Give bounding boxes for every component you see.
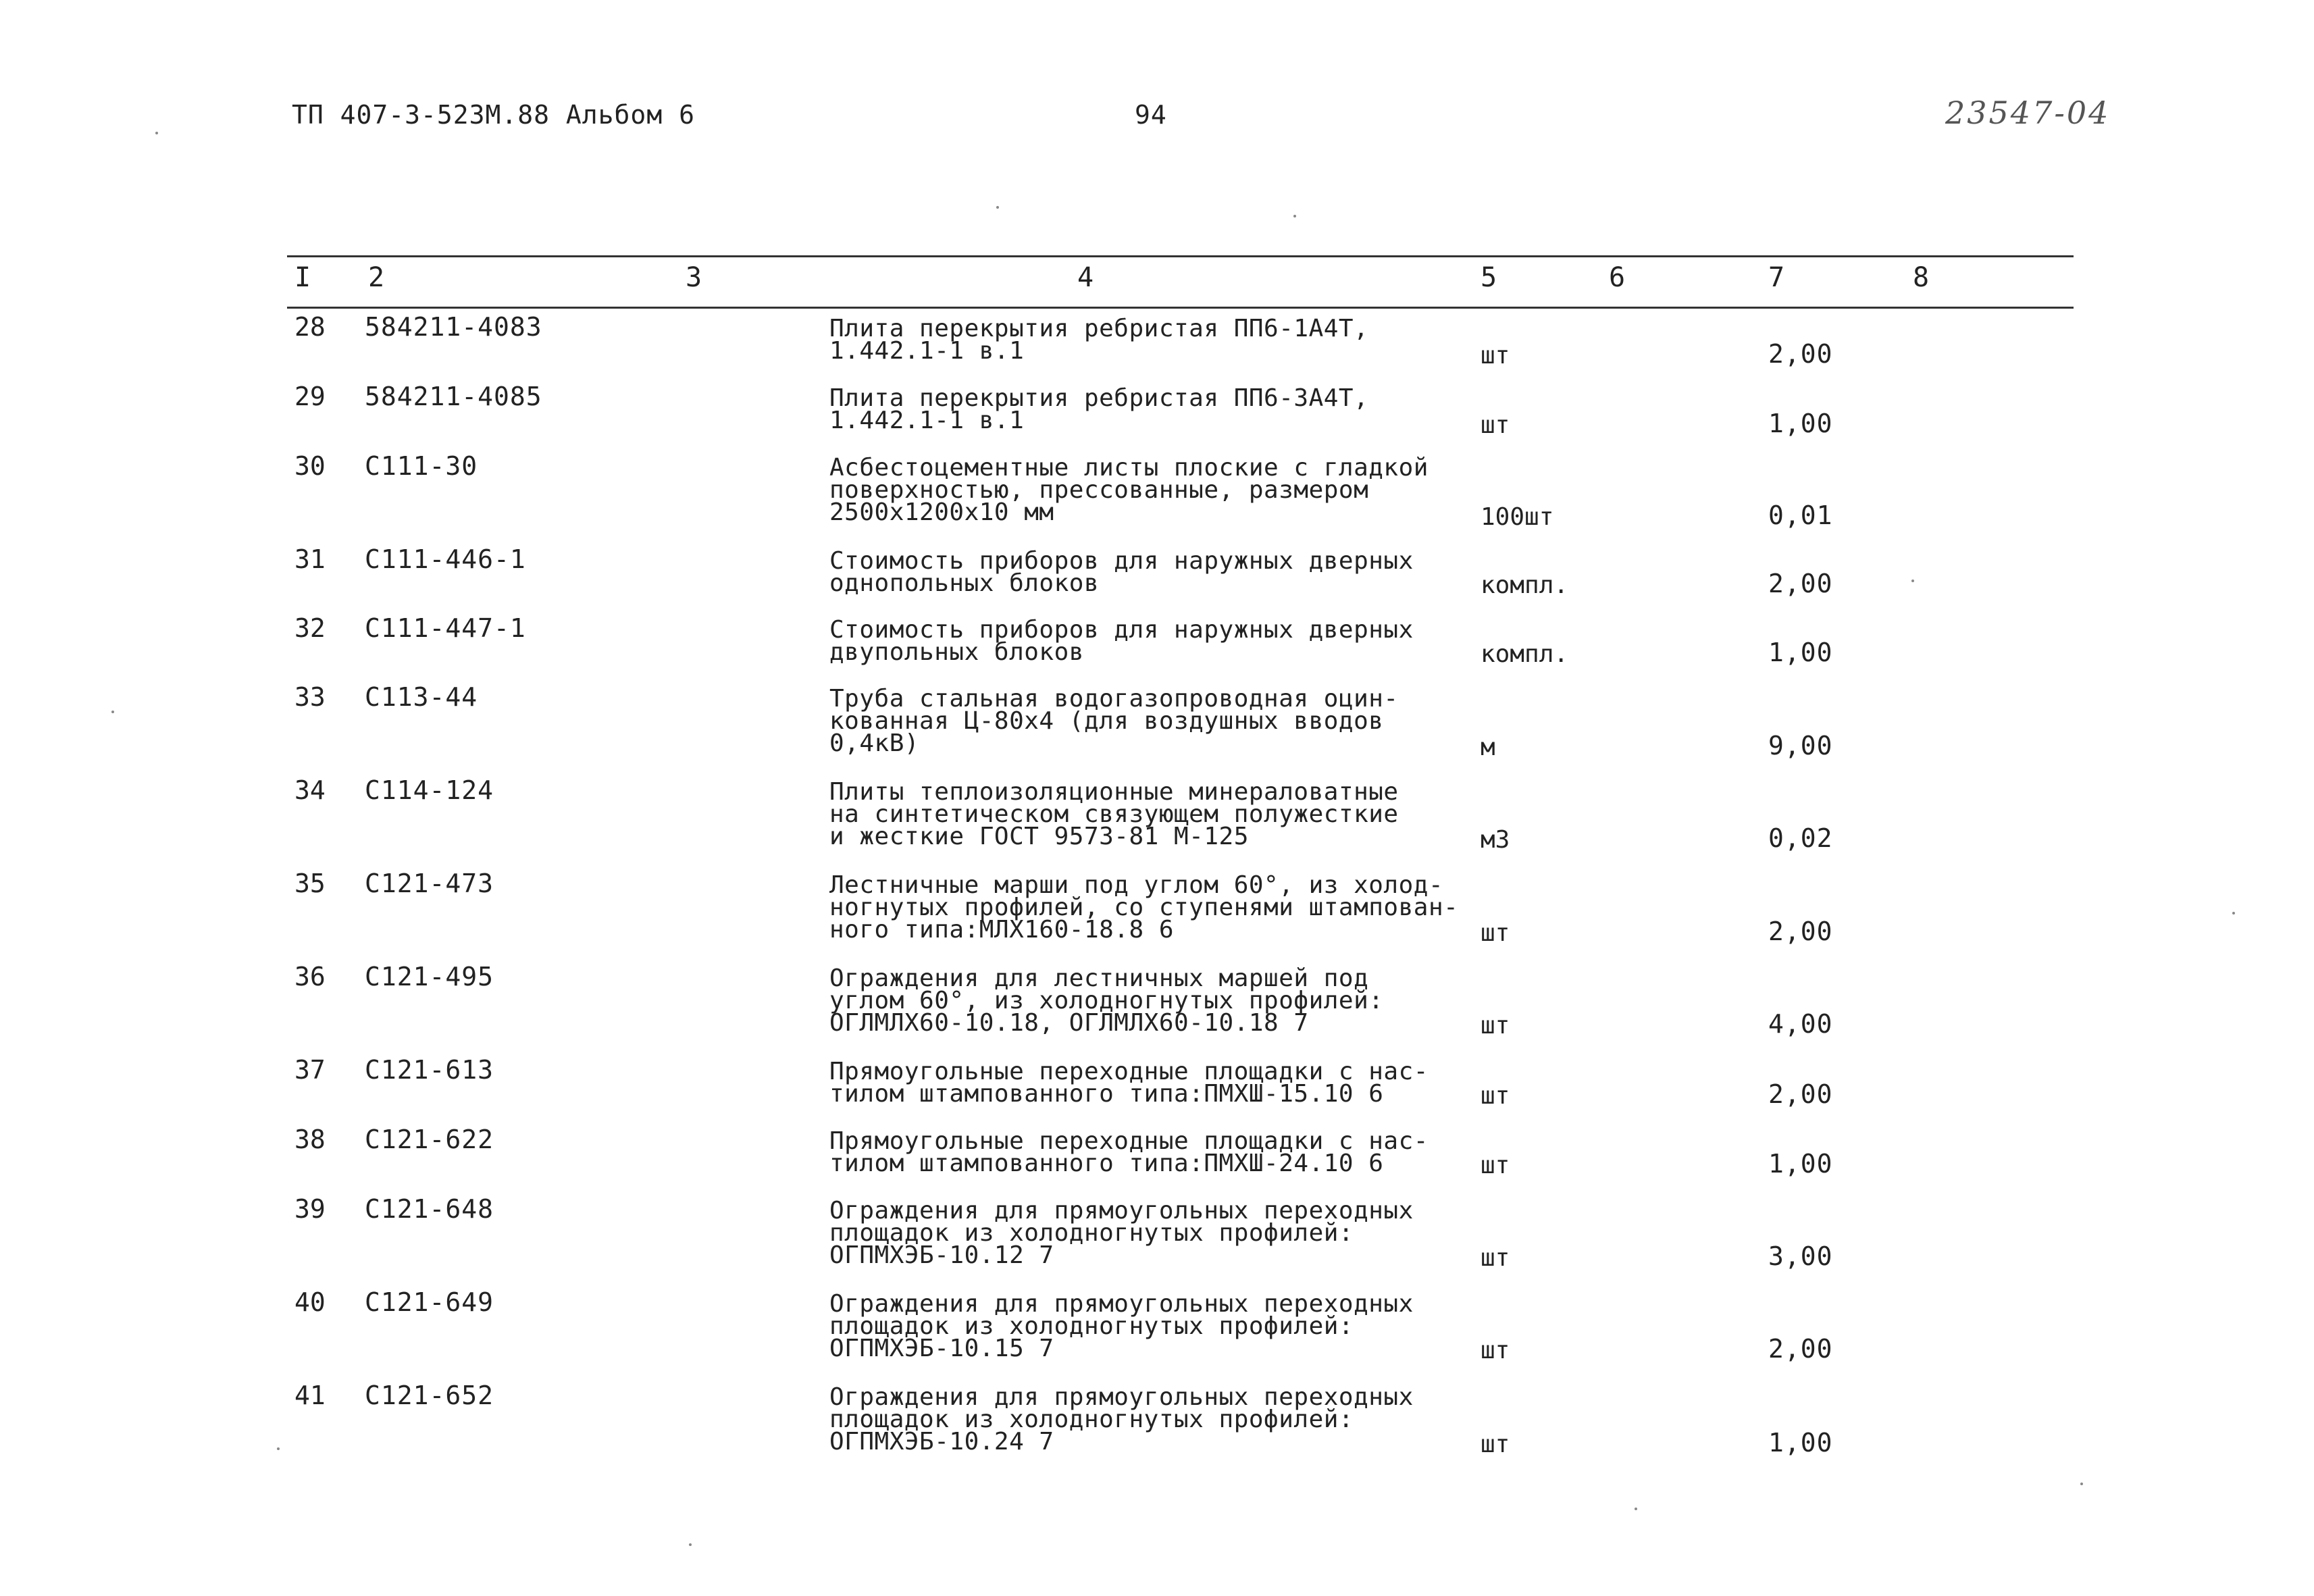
- row-number: 37: [294, 1055, 326, 1085]
- row-quantity: 0,01: [1768, 500, 1833, 530]
- row-description: [829, 616, 1414, 666]
- row-quantity: 4,00: [1768, 1009, 1833, 1039]
- description-line: кованная Ц-80х4 (для воздушных вводов: [829, 707, 1384, 735]
- description-line: Прямоугольные переходные площадки с нас-: [829, 1058, 1429, 1085]
- row-code: С121-622: [365, 1125, 494, 1154]
- row-code: 584211-4083: [365, 312, 542, 342]
- row-code: С113-44: [365, 682, 478, 712]
- row-description: [829, 454, 1429, 526]
- row-unit: м3: [1481, 826, 1510, 854]
- row-number: 41: [294, 1381, 326, 1410]
- row-unit: компл.: [1481, 571, 1569, 599]
- column-header-4: 4: [1077, 262, 1094, 293]
- row-description: [829, 778, 1399, 850]
- row-number: 34: [294, 775, 326, 805]
- description-line: Плита перекрытия ребристая ПП6-3А4Т,: [829, 384, 1369, 412]
- table-header-rule: [287, 307, 2074, 309]
- description-line: Плиты теплоизоляционные минераловатные: [829, 778, 1399, 806]
- row-unit: 100шт: [1481, 503, 1554, 531]
- description-line: тилом штампованного типа:ПМХШ-15.10 6: [829, 1080, 1384, 1108]
- description-line: ногнутых профилей, со ступенями штампован-: [829, 894, 1459, 921]
- row-code: С121-652: [365, 1381, 494, 1410]
- row-quantity: 1,00: [1768, 1149, 1833, 1179]
- description-line: на синтетическом связующем полужесткие: [829, 800, 1399, 828]
- row-unit: шт: [1481, 342, 1510, 369]
- description-line: Ограждения для прямоугольных переходных: [829, 1290, 1414, 1318]
- description-line: 0,4кВ): [829, 729, 920, 757]
- row-quantity: 9,00: [1768, 731, 1833, 761]
- row-number: 35: [294, 869, 326, 898]
- row-quantity: 1,00: [1768, 1428, 1833, 1458]
- table-top-rule: [287, 255, 2074, 257]
- description-line: углом 60°, из холодногнутых профилей:: [829, 987, 1384, 1014]
- row-quantity: 2,00: [1768, 339, 1833, 369]
- row-unit: шт: [1481, 1152, 1510, 1179]
- row-unit: шт: [1481, 1337, 1510, 1364]
- row-description: [829, 1058, 1429, 1108]
- row-description: [829, 685, 1399, 757]
- row-number: 40: [294, 1287, 326, 1317]
- description-line: Прямоугольные переходные площадки с нас-: [829, 1127, 1429, 1155]
- row-number: 31: [294, 544, 326, 574]
- row-number: 29: [294, 382, 326, 411]
- column-header-5: 5: [1481, 262, 1497, 293]
- description-line: Плита перекрытия ребристая ПП6-1А4Т,: [829, 315, 1369, 342]
- row-code: С121-473: [365, 869, 494, 898]
- row-unit: шт: [1481, 1012, 1510, 1039]
- description-line: 2500х1200х10 мм: [829, 498, 1054, 526]
- description-line: ного типа:МЛХ160-18.8 6: [829, 916, 1174, 944]
- row-unit: компл.: [1481, 640, 1569, 668]
- column-header-2: 2: [368, 262, 385, 293]
- row-number: 38: [294, 1125, 326, 1154]
- row-quantity: 0,02: [1768, 823, 1833, 853]
- row-unit: шт: [1481, 411, 1510, 439]
- row-quantity: 1,00: [1768, 638, 1833, 667]
- row-number: 28: [294, 312, 326, 342]
- scan-speck: [1911, 580, 1914, 582]
- description-line: 1.442.1-1 в.1: [829, 407, 1025, 434]
- scan-speck: [277, 1447, 280, 1450]
- description-line: площадок из холодногнутых профилей:: [829, 1219, 1354, 1247]
- description-line: ОГПМХЭБ-10.15 7: [829, 1335, 1054, 1362]
- row-quantity: 1,00: [1768, 409, 1833, 438]
- row-number: 36: [294, 962, 326, 992]
- row-unit: шт: [1481, 1244, 1510, 1272]
- description-line: Ограждения для прямоугольных переходных: [829, 1383, 1414, 1411]
- row-description: [829, 1290, 1414, 1362]
- row-unit: шт: [1481, 1431, 1510, 1458]
- row-number: 30: [294, 451, 326, 481]
- scan-speck: [996, 206, 999, 209]
- document-code: ТП 407-3-523М.88 Альбом 6: [292, 100, 695, 130]
- row-number: 33: [294, 682, 326, 712]
- description-line: однопольных блоков: [829, 569, 1100, 597]
- column-header-1: I: [294, 262, 311, 293]
- scan-speck: [689, 1543, 692, 1546]
- scan-speck: [155, 132, 158, 134]
- row-description: [829, 1383, 1414, 1456]
- row-quantity: 3,00: [1768, 1241, 1833, 1271]
- description-line: Стоимость приборов для наружных дверных: [829, 547, 1414, 575]
- description-line: тилом штампованного типа:ПМХШ-24.10 6: [829, 1150, 1384, 1177]
- row-unit: м: [1481, 733, 1495, 761]
- description-line: 1.442.1-1 в.1: [829, 337, 1025, 365]
- description-line: площадок из холодногнутых профилей:: [829, 1406, 1354, 1433]
- description-line: Стоимость приборов для наружных дверных: [829, 616, 1414, 644]
- description-line: Ограждения для прямоугольных переходных: [829, 1197, 1414, 1225]
- row-description: [829, 871, 1459, 944]
- row-description: [829, 1127, 1429, 1177]
- description-line: поверхностью, прессованные, размером: [829, 476, 1369, 504]
- row-code: С111-447-1: [365, 613, 526, 643]
- column-header-6: 6: [1609, 262, 1626, 293]
- row-code: С121-649: [365, 1287, 494, 1317]
- description-line: Асбестоцементные листы плоские с гладкой: [829, 454, 1429, 482]
- description-line: двупольных блоков: [829, 638, 1084, 666]
- description-line: Ограждения для лестничных маршей под: [829, 964, 1369, 992]
- description-line: и жесткие ГОСТ 9573-81 М-125: [829, 823, 1249, 850]
- row-number: 39: [294, 1194, 326, 1224]
- row-code: С111-30: [365, 451, 478, 481]
- row-code: С114-124: [365, 775, 494, 805]
- row-code: С121-613: [365, 1055, 494, 1085]
- scan-speck: [2232, 912, 2235, 915]
- scan-speck: [2080, 1483, 2083, 1485]
- row-code: С111-446-1: [365, 544, 526, 574]
- row-code: 584211-4085: [365, 382, 542, 411]
- row-quantity: 2,00: [1768, 1079, 1833, 1109]
- row-unit: шт: [1481, 919, 1510, 947]
- description-line: ОГПМХЭБ-10.24 7: [829, 1428, 1054, 1456]
- row-quantity: 2,00: [1768, 569, 1833, 598]
- row-quantity: 2,00: [1768, 917, 1833, 946]
- row-code: С121-648: [365, 1194, 494, 1224]
- column-header-7: 7: [1768, 262, 1785, 293]
- description-line: Лестничные марши под углом 60°, из холод-: [829, 871, 1444, 899]
- page-number: 94: [1135, 100, 1167, 130]
- description-line: Труба стальная водогазопроводная оцин-: [829, 685, 1399, 713]
- row-unit: шт: [1481, 1082, 1510, 1110]
- row-description: [829, 964, 1384, 1037]
- scan-speck: [1293, 215, 1296, 217]
- row-number: 32: [294, 613, 326, 643]
- column-header-3: 3: [686, 262, 702, 293]
- row-description: [829, 1197, 1414, 1269]
- description-line: ОГПМХЭБ-10.12 7: [829, 1241, 1054, 1269]
- scan-speck: [111, 711, 114, 713]
- column-header-8: 8: [1913, 262, 1930, 293]
- row-description: [829, 547, 1414, 597]
- scan-speck: [1635, 1508, 1637, 1510]
- description-line: ОГЛМЛХ60-10.18, ОГЛМЛХ60-10.18 7: [829, 1009, 1309, 1037]
- handwritten-mark: 23547-04: [1945, 95, 2111, 131]
- row-description: [829, 315, 1369, 365]
- row-description: [829, 384, 1369, 434]
- row-quantity: 2,00: [1768, 1334, 1833, 1364]
- description-line: площадок из холодногнутых профилей:: [829, 1312, 1354, 1340]
- row-code: С121-495: [365, 962, 494, 992]
